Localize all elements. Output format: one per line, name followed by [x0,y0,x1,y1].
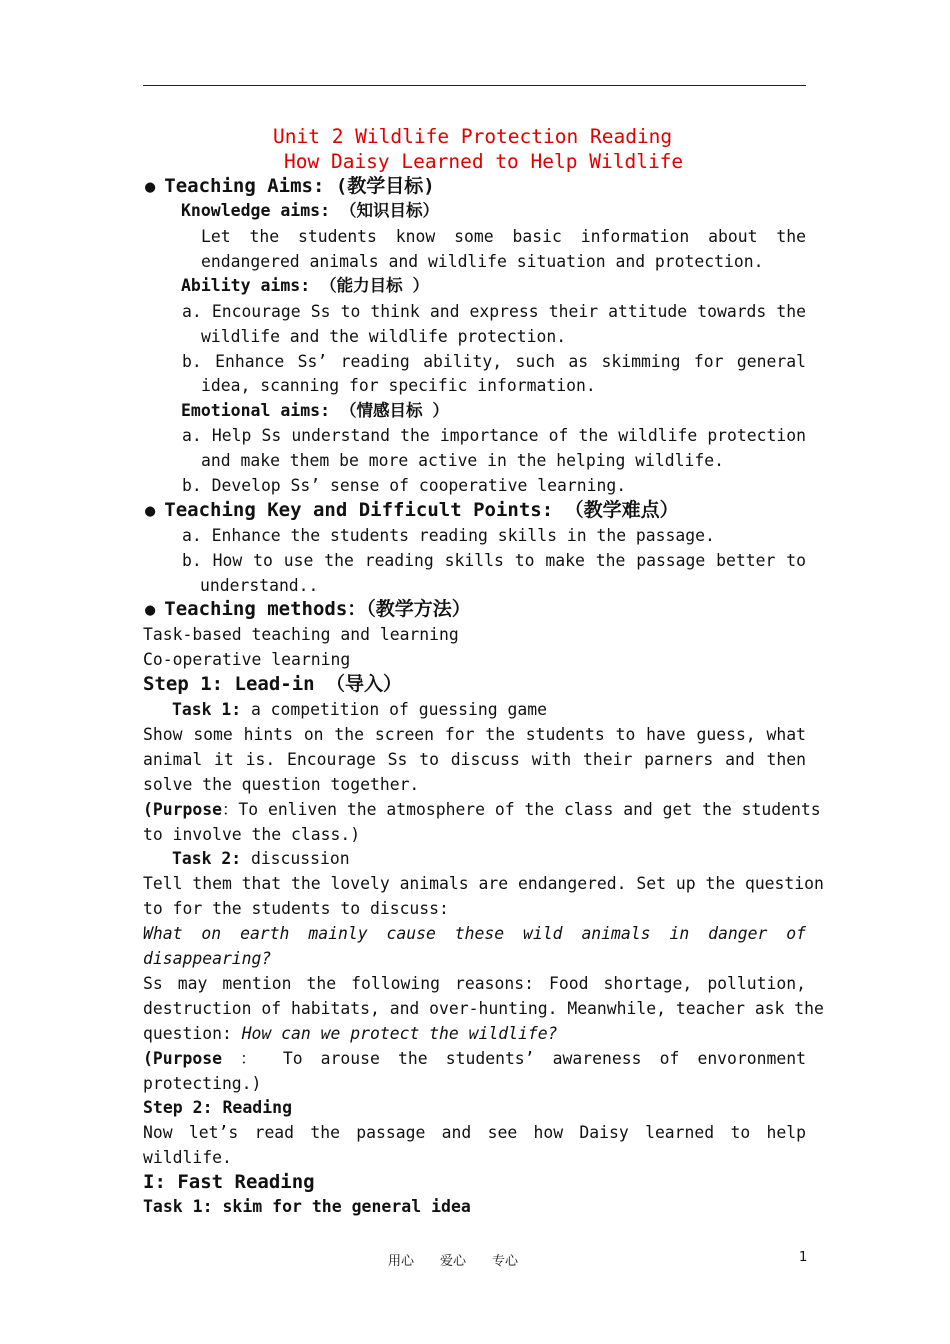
step2-heading: Step 2: Reading [143,1098,293,1117]
bullet-icon: ● [145,501,156,521]
step1-task2 [172,849,350,869]
protect-question: How can we protect the wildlife? [241,1024,558,1043]
task2-text: discussion [241,849,350,868]
ability-a-line-1: a. Encourage Ss to think and express their attitude towards the [182,302,806,321]
purpose2-line-2: protecting.) [143,1074,262,1093]
question-prefix: question: [143,1024,242,1043]
purpose1-label: (Purpose [143,800,222,819]
fast-reading-heading: I: Fast Reading [143,1171,315,1193]
ability-a-line-2: wildlife and the wildlife protection. [201,327,567,346]
key-point-b-line-1: b. How to use the reading skills to make the passage better to [182,551,806,570]
key-points-heading [145,499,679,523]
purpose1-line-2: to involve the class.) [143,825,361,844]
ability-aims-label: Ability aims: （能力目标 ） [181,276,430,295]
question-line-2: disappearing? [143,949,272,968]
methods-heading [145,598,471,622]
purpose2-text: ： To arouse the students’ awareness of envoronment [221,1049,806,1068]
bullet-icon: ● [145,600,156,620]
methods-heading-text: Teaching methods：（教学方法） [164,598,471,620]
key-point-a: a. Enhance the students reading skills in the passage. [182,526,715,545]
page-number: 1 [799,1250,808,1265]
step1-task1 [172,700,547,720]
question-line-1: What on earth mainly cause these wild animals in danger of [143,924,806,943]
method-1: Task-based teaching and learning [143,625,459,644]
task2-label: Task 2: [172,849,242,868]
ability-b-line-2: idea, scanning for specific information. [201,376,596,395]
title-line-1: Unit 2 Wildlife Protection Reading [273,125,673,148]
key-points-heading-text: Teaching Key and Difficult Points: （教学难点） [164,499,679,521]
step1-heading: Step 1: Lead-in （导入） [143,673,403,695]
step1-para2-line-2: to for the students to discuss: [143,899,449,918]
aims-heading [145,175,435,199]
knowledge-aims-label: Knowledge aims: （知识目标） [181,201,439,220]
task1-text: a competition of guessing game [241,700,547,719]
footer-text: 用心 爱心 专心 [388,1254,519,1269]
fast-reading-task1: Task 1: skim for the general idea [143,1197,471,1216]
step2-para-line-2: wildlife. [143,1148,232,1167]
knowledge-text-line-1: Let the students know some basic information about the [201,227,806,246]
knowledge-text-line-2: endangered animals and wildlife situation and protection. [201,252,764,271]
emotional-b-line-1: b. Develop Ss’ sense of cooperative learning. [182,476,627,495]
step1-para1-line-1: Show some hints on the screen for the students to have guess, what [143,725,806,744]
ability-b-line-1: b. Enhance Ss’ reading ability, such as skimming for general [182,352,806,371]
method-2: Co-operative learning [143,650,351,669]
task1-label: Task 1: [172,700,242,719]
aims-heading-text: Teaching Aims: (教学目标) [164,175,435,197]
step1-para1-line-2: animal it is. Encourage Ss to discuss with their parners and then [143,750,806,769]
step1-para2-line-1: Tell them that the lovely animals are endangered. Set up the question [143,874,824,893]
header-rule [143,85,806,86]
emotional-aims-label: Emotional aims: （情感目标 ） [181,401,449,420]
title-line-2: How Daisy Learned to Help Wildlife [284,150,684,173]
emotional-a-line-1: a. Help Ss understand the importance of the wildlife protection [182,426,806,445]
purpose2-label: (Purpose [143,1049,222,1068]
purpose2-line-1 [143,1049,806,1069]
step1-para3-line-1: Ss may mention the following reasons: Food shortage, pollution, [143,974,806,993]
step1-para3-line-3 [143,1024,557,1044]
step1-para3-line-2: destruction of habitats, and over-hunting. Meanwhile, teacher ask the [143,999,824,1018]
purpose1-text: ：To enliven the atmosphere of the class and get the students [221,800,821,819]
purpose1-line-1 [143,800,821,820]
step1-para1-line-3: solve the question together. [143,775,420,794]
key-point-b-line-2: understand.. [200,576,319,595]
bullet-icon: ● [145,177,156,197]
step2-para-line-1: Now let’s read the passage and see how Daisy learned to help [143,1123,806,1142]
emotional-a-line-2: and make them be more active in the helping wildlife. [201,451,725,470]
